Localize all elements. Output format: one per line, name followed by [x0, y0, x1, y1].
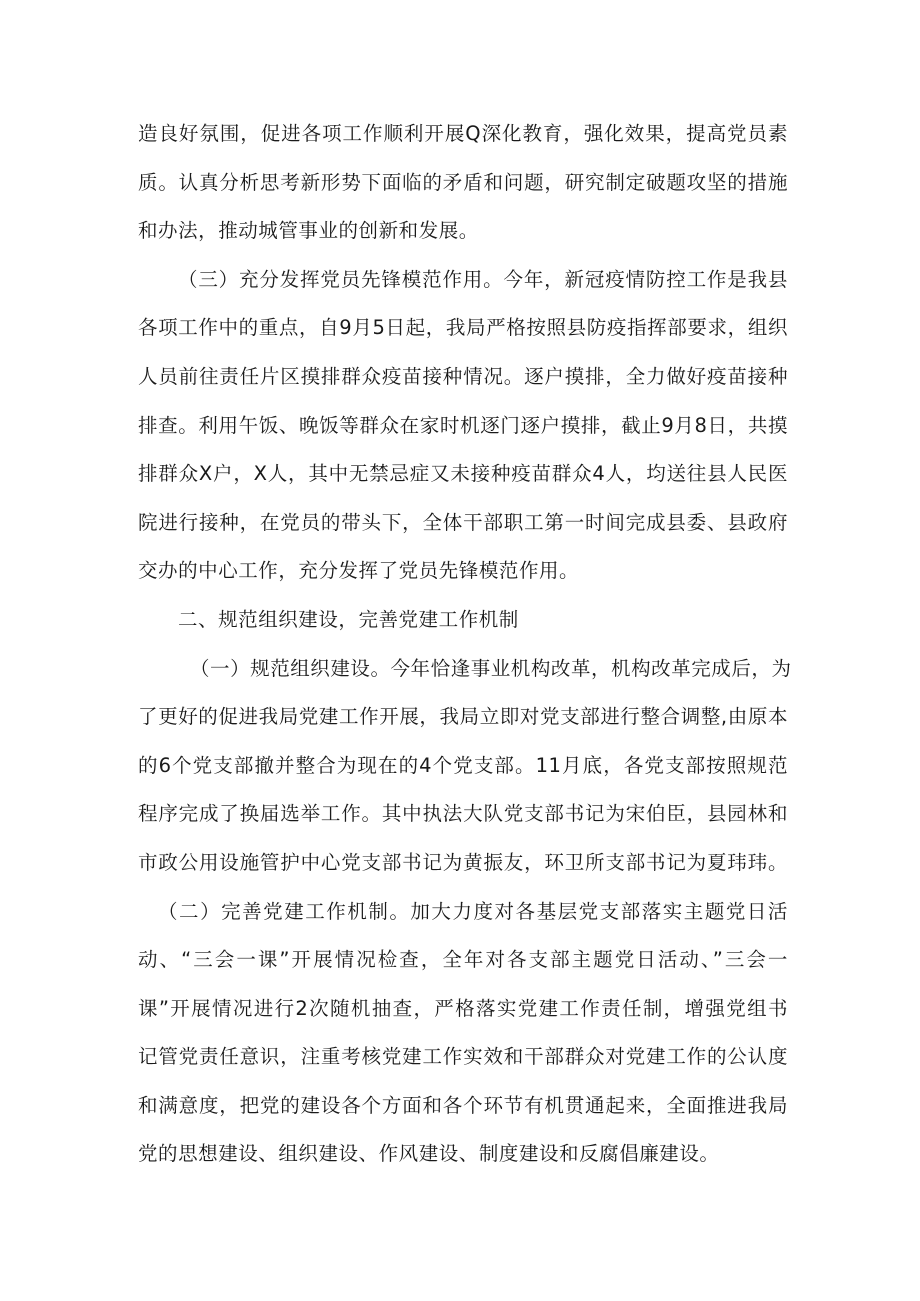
text-line: 造良好氛围，促进各项工作顺利开展Q深化教育，强化效果，提高党员素	[138, 122, 788, 145]
text-line: （三）充分发挥党员先锋模范作用。今年，新冠疫情防控工作是我县	[178, 267, 788, 291]
text-line: 的6个党支部撤并整合为现在的4个党支部。11月底，各党支部按照规范	[138, 753, 788, 777]
paragraph-continuation	[138, 110, 788, 256]
heading-text: 二、规范组织建设，完善党建工作机制	[178, 607, 519, 631]
text-line: 动、“三会一课”开展情况检查，全年对各支部主题党日活动、”三会一	[138, 948, 788, 972]
text-line: 人员前往责任片区摸排群众疫苗接种情况。逐户摸排，全力做好疫苗接种	[138, 364, 788, 388]
text-line: 市政公用设施管护中心党支部书记为黄振友，环卫所支部书记为夏玮玮。	[138, 850, 788, 874]
text-line: 课”开展情况进行2次随机抽查，严格落实党建工作责任制，增强党组书	[138, 996, 788, 1020]
text-line: 质。认真分析思考新形势下面临的矛盾和问题，研究制定破题攻坚的措施	[138, 170, 788, 194]
text-line: 排群众X户，X人，其中无禁忌症又未接种疫苗群众4人，均送往县人民医	[138, 462, 788, 486]
text-line: 各项工作中的重点，自9月5日起，我局严格按照县防疫指挥部要求，组织	[138, 316, 788, 340]
text-line: （一）规范组织建设。今年恰逢事业机构改革，机构改革完成后，为	[190, 656, 792, 680]
text-line: 程序完成了换届选举工作。其中执法大队党支部书记为宋伯臣，县园林和	[138, 802, 788, 826]
text-line: （二）完善党建工作机制。加大力度对各基层党支部落实主题党日活	[158, 899, 788, 923]
text-line: 和满意度，把党的建设各个方面和各个环节有机贯通起来，全面推进我局	[138, 1093, 788, 1117]
text-line: 党的思想建设、组织建设、作风建设、制度建设和反腐倡廉建设。	[138, 1142, 720, 1166]
text-line: 了更好的促进我局党建工作开展，我局立即对党支部进行整合调整,由原本	[138, 705, 788, 729]
document-body	[138, 110, 792, 1179]
text-line: 排查。利用午饭、晚饭等群众在家时机逐门逐户摸排，截止9月8日，共摸	[138, 413, 788, 437]
text-line: 交办的中心工作，充分发挥了党员先锋模范作用。	[138, 559, 580, 583]
paragraph-section-3	[138, 256, 788, 596]
section-heading	[138, 596, 788, 645]
paragraph-section-1	[138, 645, 792, 888]
text-line: 和办法，推动城管事业的创新和发展。	[138, 219, 479, 243]
text-line: 记管党责任意识，注重考核党建工作实效和干部群众对党建工作的公认度	[138, 1045, 788, 1069]
paragraph-section-2	[138, 888, 788, 1180]
text-line: 院进行接种，在党员的带头下，全体干部职工第一时间完成县委、县政府	[138, 510, 788, 534]
